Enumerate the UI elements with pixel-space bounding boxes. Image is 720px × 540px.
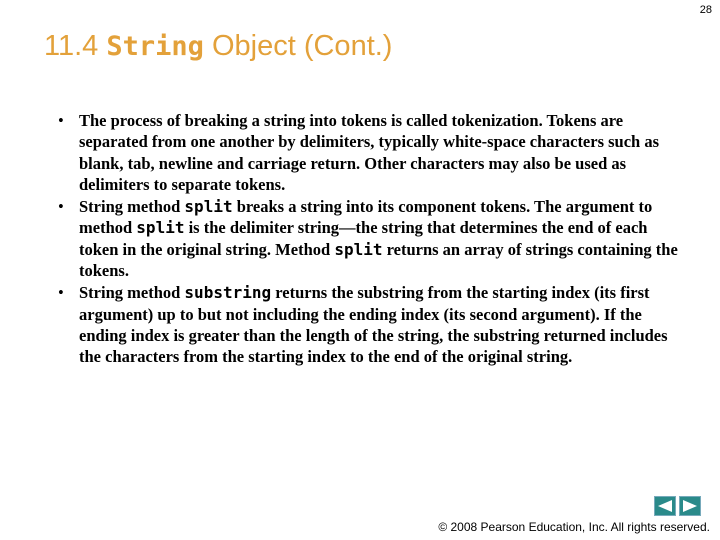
next-slide-button[interactable] [679,496,701,516]
title-suffix: Object (Cont.) [203,30,393,62]
bullet-tokenization [58,110,688,195]
code-substring: substring [184,283,272,303]
bullet-2-text-2: breaks a string into its component tokens. The argument to method [79,197,653,238]
bullet-1-text: The process of breaking a string into tokens is called tokenization. Tokens are separated from one another by delimiters, typically white-space characters such as blank, tab, newline and carriage return. Other characters may also be used as delimiters to separate tokens. [79,111,660,194]
slide-title [44,30,392,63]
title-code: String [106,31,204,62]
bullet-list [58,110,688,369]
previous-slide-button[interactable] [654,496,676,516]
page-number: 28 [699,4,712,16]
bullet-split-method [58,196,688,281]
right-arrow-icon [683,500,697,512]
code-split-3: split [334,239,383,259]
bullet-3-text-2: returns the substring from the starting index (its first argument) up to but not including the ending index (its second argument). If the ending index is greater than the length of the string, the substring returned includes the characters from the starting index to the end of the original string. [79,283,668,367]
bullet-2-text-4: returns an array of strings containing the tokens. [79,239,678,281]
code-split-1: split [184,197,233,217]
slide-navigation [654,496,701,516]
bullet-3-text-1: String method [79,283,185,303]
bullet-2-text-3: is the delimiter string—the string that determines the end of each token in the original string. Method [79,218,648,259]
copyright-footer: © 2008 Pearson Education, Inc. All rights reserved. [438,520,710,534]
bullet-2-text-1: String method [79,197,185,217]
code-split-2: split [136,218,185,238]
title-prefix: 11.4 [44,30,107,62]
bullet-substring-method [58,282,688,367]
left-arrow-icon [658,500,672,512]
